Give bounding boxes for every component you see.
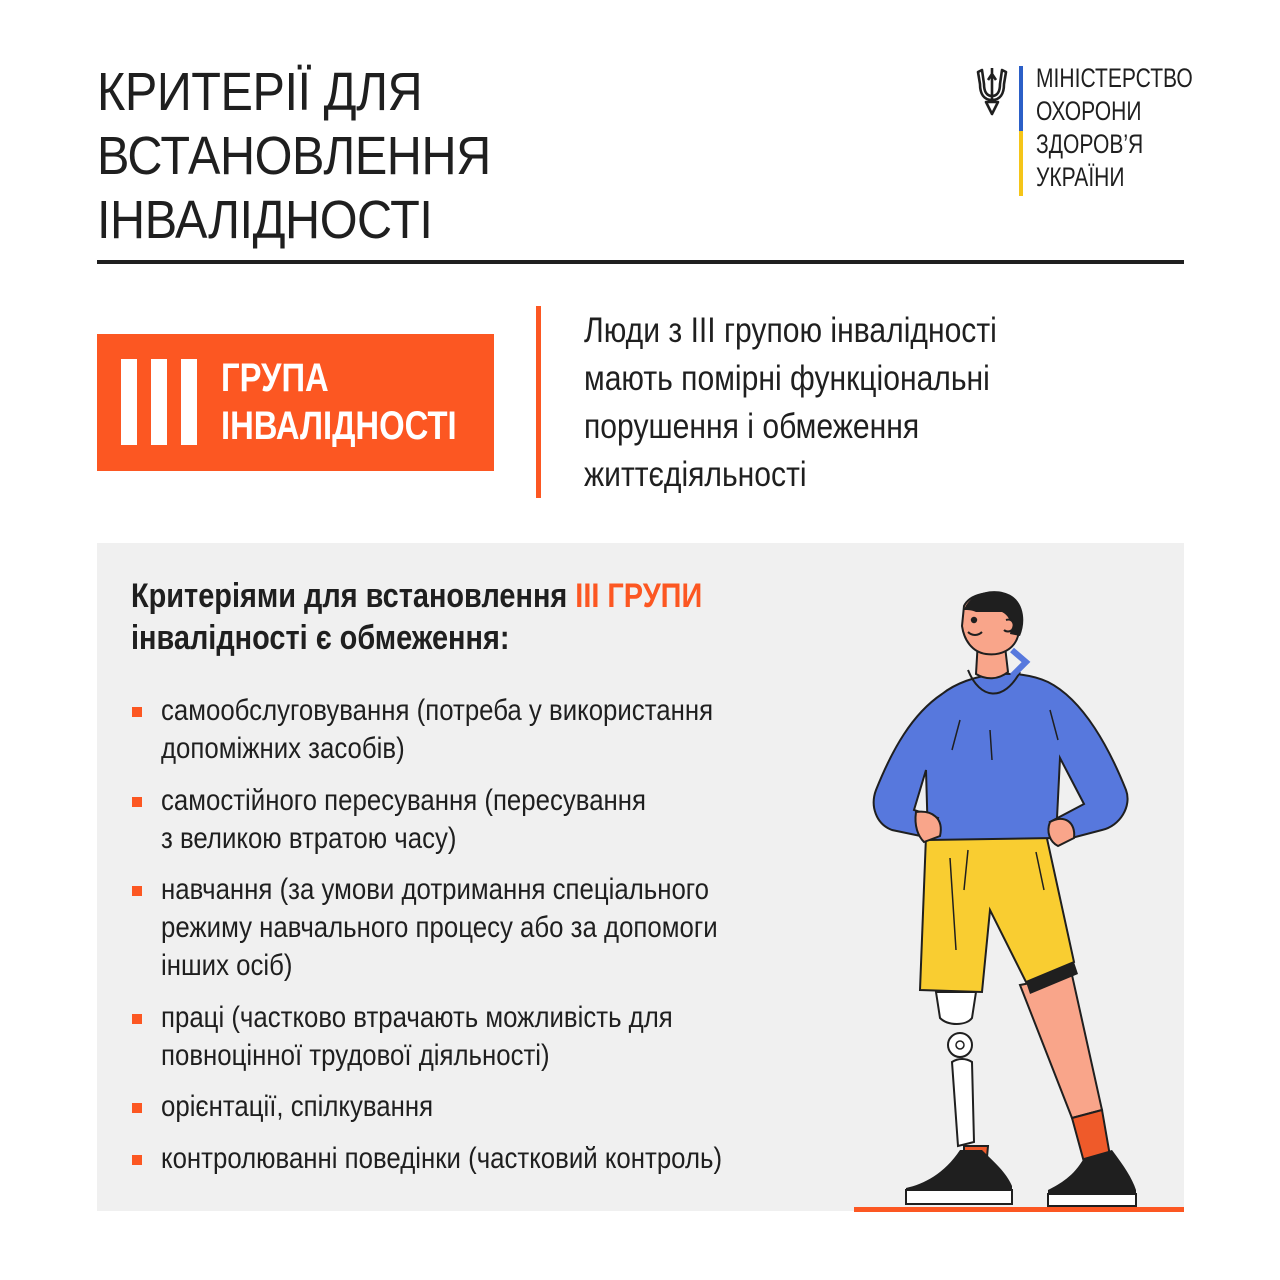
list-item-line: повноцінної трудової діяльності) — [161, 1039, 550, 1072]
badge-label-line-1: ГРУПА — [221, 356, 329, 400]
criteria-heading-accent: ІІІ ГРУПИ — [575, 577, 703, 615]
header-divider — [97, 260, 1184, 264]
description-line-2: мають помірні функціональні — [584, 359, 990, 398]
description-line-1: Люди з ІІІ групою інвалідності — [584, 311, 997, 350]
list-item-text — [161, 782, 646, 858]
bullet-square-icon — [132, 797, 142, 807]
bullet-square-icon — [132, 707, 142, 717]
flag-stripe-blue — [1019, 66, 1023, 131]
bullet-square-icon — [132, 886, 142, 896]
ministry-name-line-1: МІНІСТЕРСТВО — [1036, 63, 1193, 93]
ministry-name-line-2: ОХОРОНИ — [1036, 96, 1142, 126]
bullet-square-icon — [132, 1103, 142, 1113]
description-line-4: життєдіяльності — [584, 455, 807, 494]
list-item-line: режиму навчального процесу або за допомоги — [161, 911, 718, 944]
list-item-text — [161, 999, 673, 1075]
list-item-text — [161, 871, 718, 985]
list-item-line: орієнтації, спілкування — [161, 1090, 434, 1123]
criteria-heading-line-1 — [131, 575, 777, 617]
group-description — [584, 307, 1143, 499]
page-title-line-1: КРИТЕРІЇ ДЛЯ ВСТАНОВЛЕННЯ — [97, 62, 491, 186]
ministry-name — [1036, 62, 1193, 194]
page-title — [97, 60, 817, 252]
list-item-text — [161, 1140, 722, 1178]
criteria-heading-text: Критеріями для встановлення — [131, 577, 576, 615]
person-with-prosthesis-illustration — [840, 590, 1184, 1215]
ministry-name-line-4: УКРАЇНИ — [1036, 162, 1125, 192]
ministry-logo — [974, 60, 1194, 200]
bullet-square-icon — [132, 1155, 142, 1165]
list-item-line: контролюванні поведінки (частковий контроль) — [161, 1142, 723, 1175]
badge-label — [221, 354, 457, 450]
group-numeral-roman — [121, 359, 201, 445]
trident-icon — [974, 66, 1010, 116]
list-item-line: самостійного пересування (пересування — [161, 784, 647, 817]
list-item-text — [161, 1088, 433, 1126]
page-title-line-2: ІНВАЛІДНОСТІ — [97, 190, 433, 250]
list-item-text — [161, 692, 713, 768]
list-item-line: самообслуговування (потреба у використання — [161, 694, 714, 727]
flag-stripe — [1019, 66, 1023, 196]
list-item-line: праці (частково втрачають можливість для — [161, 1001, 673, 1034]
list-item-line: інших осіб) — [161, 949, 293, 982]
badge-label-line-2: ІНВАЛІДНОСТІ — [221, 404, 457, 448]
description-line-3: порушення і обмеження — [584, 407, 920, 446]
list-item-line: з великою втратою часу) — [161, 822, 457, 855]
list-item-line: навчання (за умови дотримання спеціального — [161, 873, 709, 906]
accent-divider — [536, 306, 541, 498]
flag-stripe-yellow — [1019, 131, 1023, 196]
list-item-line: допоміжних засобів) — [161, 732, 405, 765]
bullet-square-icon — [132, 1014, 142, 1024]
criteria-heading — [131, 575, 777, 659]
ministry-name-line-3: ЗДОРОВ’Я — [1036, 129, 1144, 159]
criteria-heading-line-2: інвалідності є обмеження: — [131, 619, 510, 657]
disability-group-badge — [97, 334, 494, 471]
